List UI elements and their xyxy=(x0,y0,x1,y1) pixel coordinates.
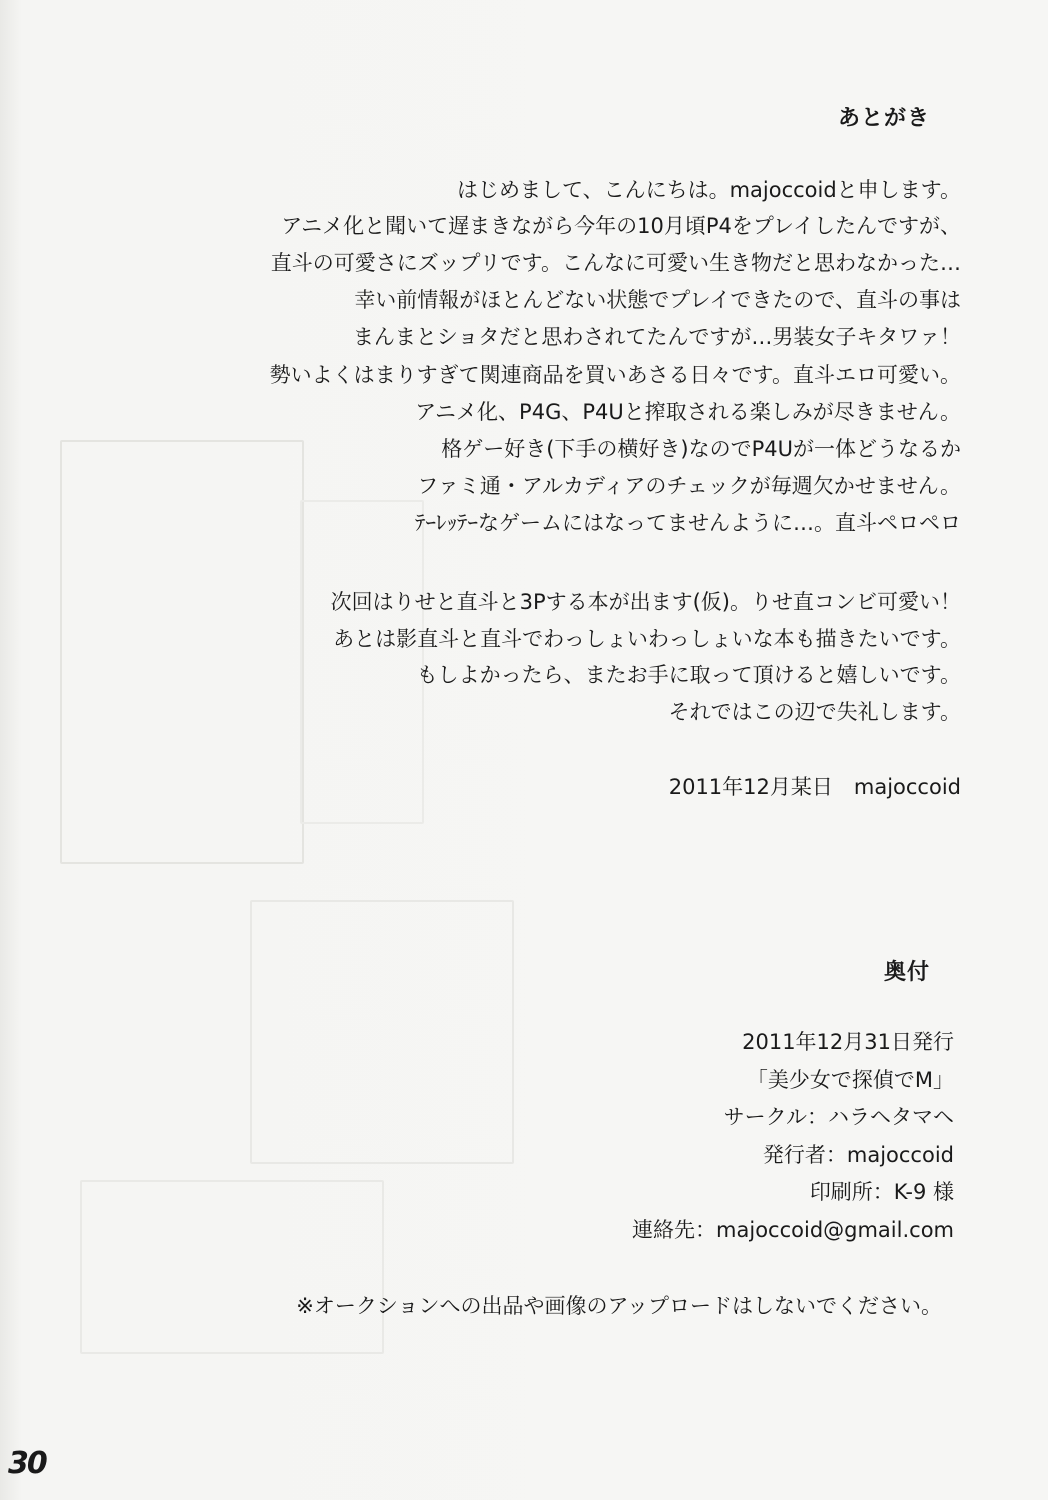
afterword-line: アニメ化と聞いて遅まきながら今年の10月頃P4をプレイしたんですが、 xyxy=(281,214,961,238)
colophon-heading: 奥付 xyxy=(883,960,930,985)
afterword-line: 幸い前情報がほとんどない状態でプレイできたので、直斗の事は xyxy=(354,288,961,312)
afterword-line: 格ゲー好き(下手の横好き)なのでP4Uが一体どうなるか xyxy=(441,437,961,461)
faint-bleed-through-frame xyxy=(60,440,304,864)
afterword-line: 次回はりせと直斗と3Pする本が出ます(仮)。りせ直コンビ可愛い！ xyxy=(330,590,961,614)
afterword-line: それではこの辺で失礼します。 xyxy=(668,700,961,724)
afterword-line: アニメ化、P4G、P4Uと搾取される楽しみが尽きません。 xyxy=(415,400,961,424)
afterword-line: もしよかったら、またお手に取って頂けると嬉しいです。 xyxy=(416,663,961,687)
afterword-heading: あとがき xyxy=(837,106,930,131)
afterword-line: 直斗の可愛さにズップリです。こんなに可愛い生き物だと思わなかった… xyxy=(270,251,961,275)
afterword-line: あとは影直斗と直斗でわっしょいわっしょいな本も描きたいです。 xyxy=(333,627,961,651)
afterword-line: 勢いよくはまりすぎて関連商品を買いあさる日々です。直斗エロ可愛い。 xyxy=(269,363,961,387)
faint-bleed-through-frame xyxy=(300,500,424,824)
afterword-line: はじめまして、こんにちは。majoccoidと申します。 xyxy=(456,178,961,202)
afterword-line: まんまとショタだと思わされてたんですが…男装女子キタワァ！ xyxy=(352,325,961,349)
afterword-signature: 2011年12月某日 majoccoid xyxy=(668,775,961,799)
colophon-line: 「美少女で探偵でM」 xyxy=(746,1068,954,1092)
colophon-line: 印刷所：K-9 様 xyxy=(809,1180,954,1204)
faint-bleed-through-frame xyxy=(250,900,514,1164)
upload-notice: ※オークションへの出品や画像のアップロードはしないでください。 xyxy=(296,1294,942,1318)
colophon-line: 発行者：majoccoid xyxy=(762,1143,954,1167)
afterword-line: ファミ通・アルカディアのチェックが毎週欠かせません。 xyxy=(417,474,961,498)
colophon-line: 連絡先：majoccoid@gmail.com xyxy=(632,1218,954,1242)
faint-bleed-through-frame xyxy=(80,1180,384,1354)
colophon-line: 2011年12月31日発行 xyxy=(742,1030,954,1054)
afterword-line: ﾃｰﾚｯﾃｰなゲームにはなってませんように…。直斗ペロペロ xyxy=(415,511,961,535)
colophon-line: サークル：ハラヘタマヘ xyxy=(723,1105,954,1129)
page-number: 30 xyxy=(8,1446,46,1481)
